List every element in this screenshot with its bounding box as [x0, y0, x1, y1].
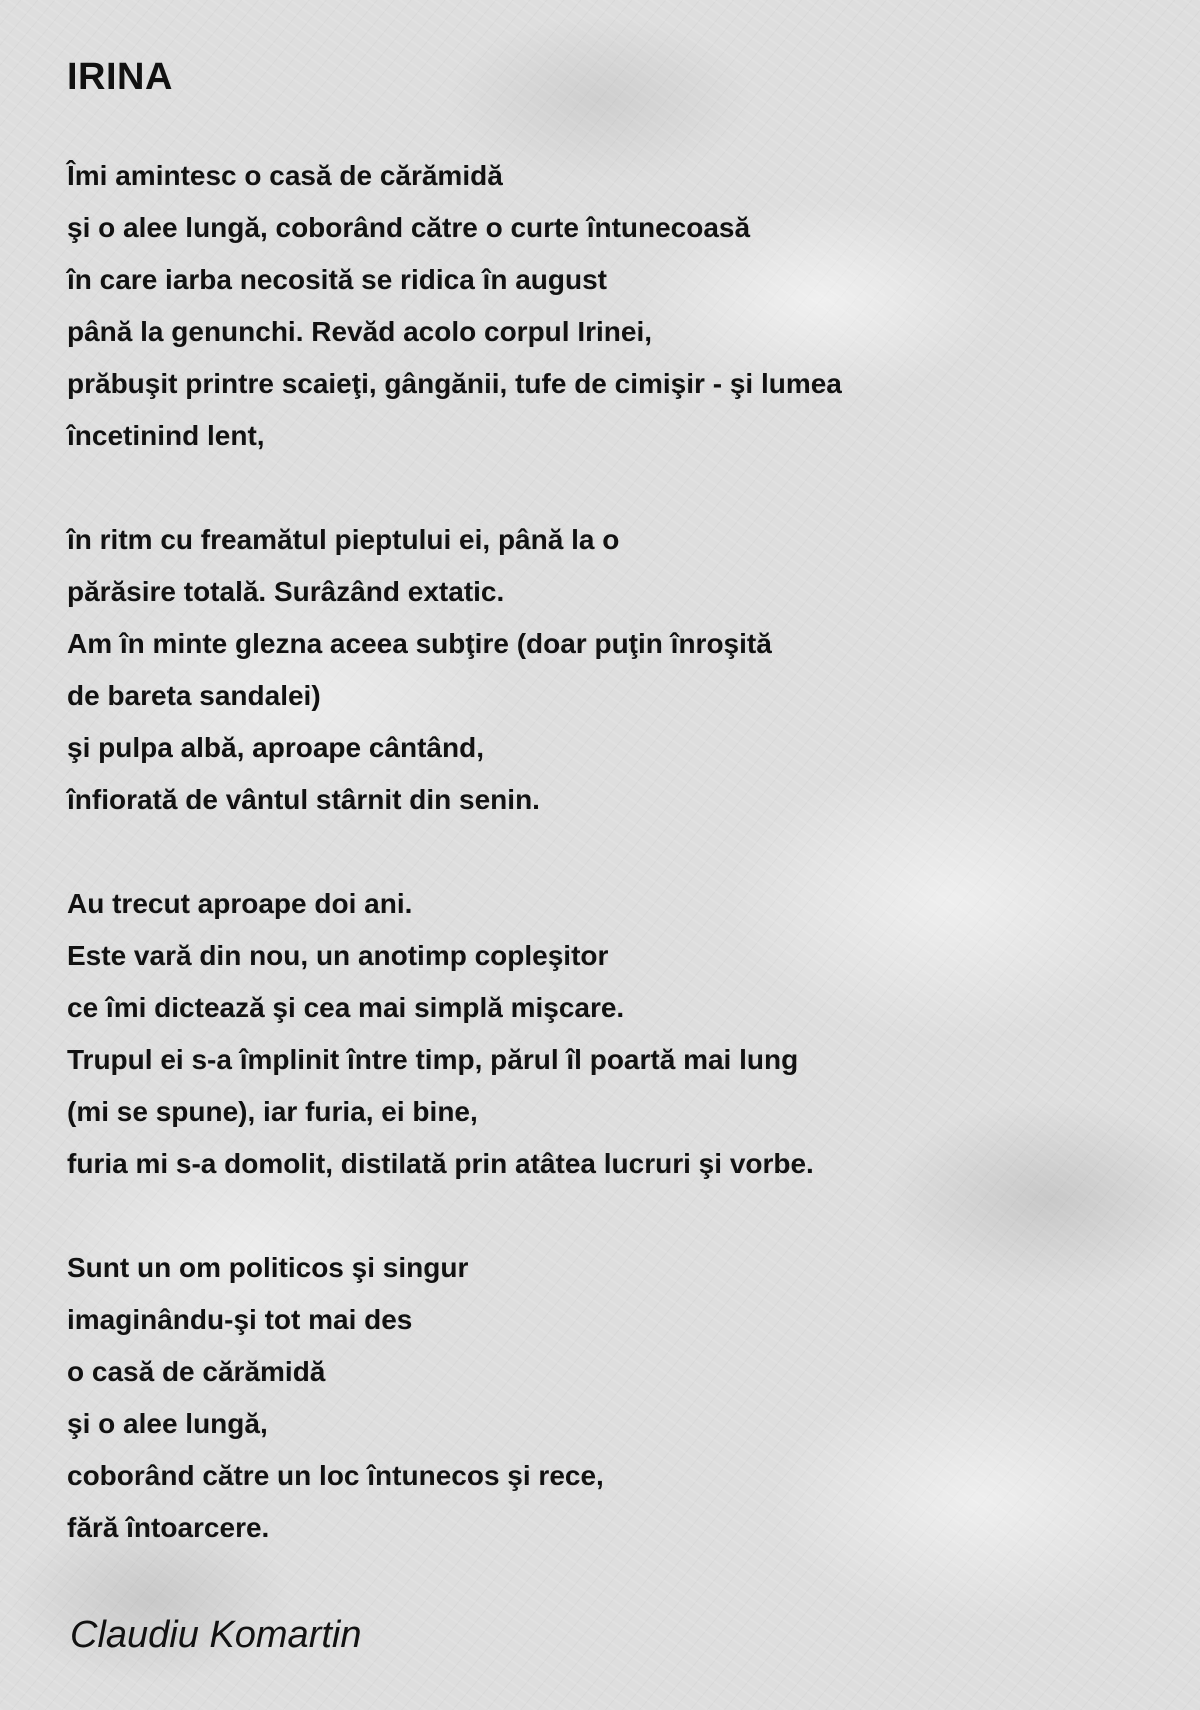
poem-line: până la genunchi. Revăd acolo corpul Irinei, — [67, 316, 653, 347]
poem-line: fără întoarcere. — [67, 1512, 270, 1543]
poem-line: Sunt un om politicos şi singur — [67, 1252, 469, 1283]
poem-line: în ritm cu freamătul pieptului ei, până la o — [67, 524, 620, 555]
poem-line: Îmi amintesc o casă de cărămidă — [67, 160, 503, 191]
poem-line: şi o alee lungă, coborând către o curte întunecoasă — [67, 212, 751, 243]
poem-line: (mi se spune), iar furia, ei bine, — [67, 1096, 478, 1127]
poem-line: încetinind lent, — [67, 420, 265, 451]
poem-line: de bareta sandalei) — [67, 680, 321, 711]
poem-line: coborând către un loc întunecos şi rece, — [67, 1460, 604, 1491]
poem-line: imaginându-şi tot mai des — [67, 1304, 413, 1335]
poem-author: Claudiu Komartin — [70, 1614, 362, 1656]
poem-line: Este vară din nou, un anotimp copleşitor — [67, 940, 609, 971]
stanza — [67, 878, 814, 1190]
poem-line: ce îmi dictează şi cea mai simplă mişcare. — [67, 992, 625, 1023]
poem-line: Am în minte glezna aceea subţire (doar puţin înroşită — [67, 628, 772, 659]
poem-line: şi o alee lungă, — [67, 1408, 268, 1439]
poem-line: înfiorată de vântul stârnit din senin. — [67, 784, 540, 815]
poem-line: prăbuşit printre scaieţi, gângănii, tufe de cimişir - şi lumea — [67, 368, 842, 399]
poem-line: părăsire totală. Surâzând extatic. — [67, 576, 505, 607]
poem-line: în care iarba necosită se ridica în august — [67, 264, 607, 295]
stanza — [67, 1242, 604, 1554]
stanza — [67, 150, 842, 462]
poem-line: Au trecut aproape doi ani. — [67, 888, 413, 919]
poem-line: furia mi s-a domolit, distilată prin atâtea lucruri şi vorbe. — [67, 1148, 814, 1179]
stanza — [67, 514, 772, 826]
poem-line: şi pulpa albă, aproape cântând, — [67, 732, 484, 763]
poem-title: IRINA — [67, 56, 173, 98]
poem-line: o casă de cărămidă — [67, 1356, 326, 1387]
poem-line: Trupul ei s-a împlinit între timp, părul îl poartă mai lung — [67, 1044, 799, 1075]
